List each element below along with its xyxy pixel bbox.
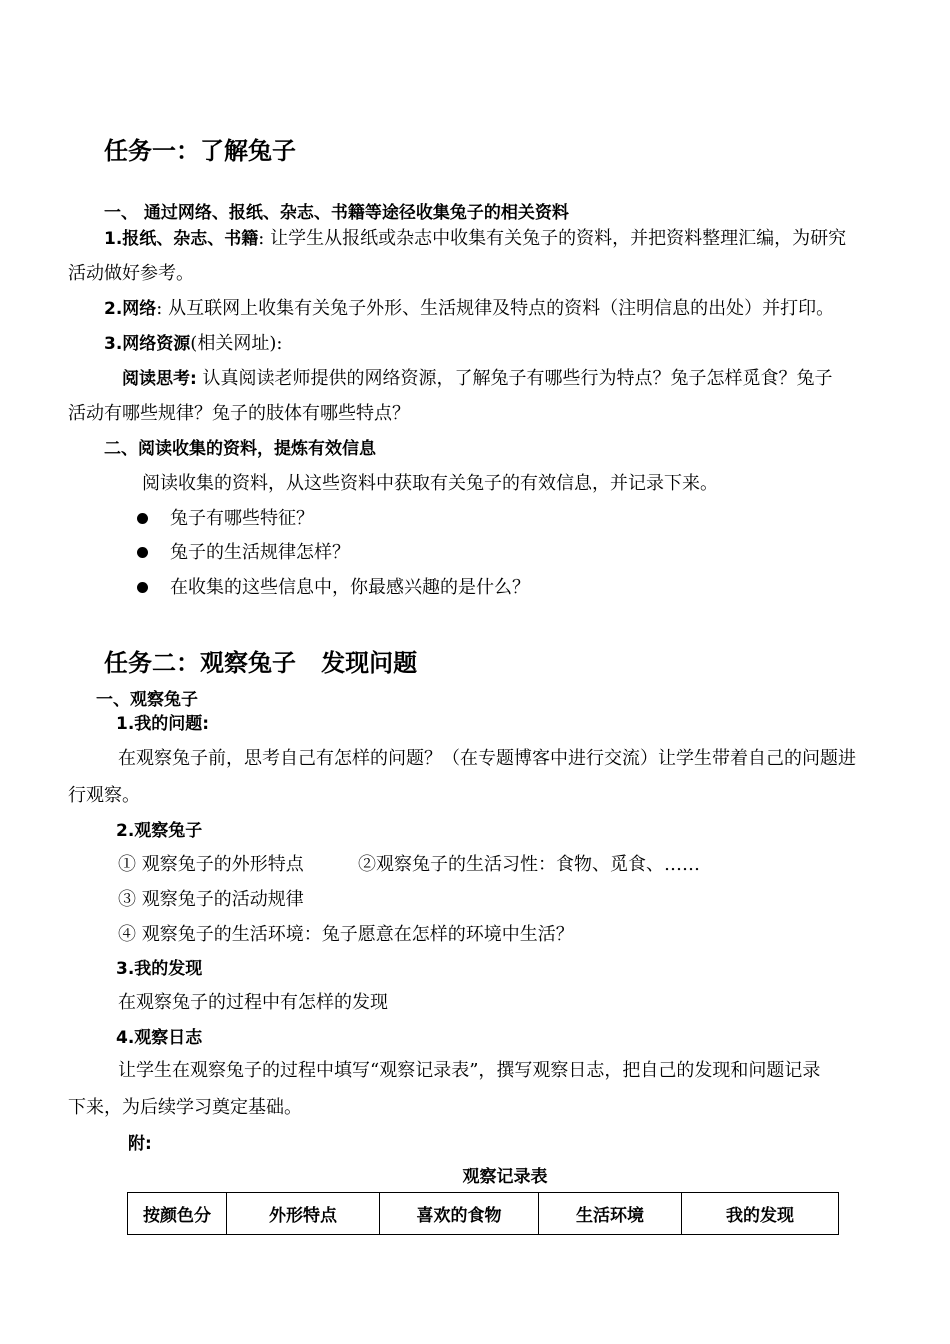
my-question-label: 1.我的问题: — [116, 714, 210, 734]
table-title: 观察记录表 — [462, 1167, 548, 1187]
item3-text: (相关网址): — [190, 333, 283, 354]
observation-log-label: 4.观察日志 — [116, 1028, 203, 1048]
bullet-icon — [137, 547, 148, 558]
bullet-icon — [137, 513, 148, 524]
reading-think-cont: 活动有哪些规律？兔子的肢体有哪些特点？ — [68, 403, 410, 424]
my-findings-text: 在观察兔子的过程中有怎样的发现 — [118, 992, 388, 1013]
task1-section2-text: 阅读收集的资料，从这些资料中获取有关兔子的有效信息，并记录下来。 — [142, 473, 718, 494]
my-question-text: 在观察兔子前，思考自己有怎样的问题？（在专题博客中进行交流）让学生带着自己的问题进 — [118, 748, 856, 769]
item2-text: : 从互联网上收集有关兔子外形、生活规律及特点的资料（注明信息的出处）并打印。 — [156, 298, 835, 319]
table-header-cell: 喜欢的食物 — [380, 1193, 539, 1235]
observation-log-text: 让学生在观察兔子的过程中填写“观察记录表”，撰写观察日志，把自己的发现和问题记录 — [118, 1060, 821, 1081]
task1-item1 — [104, 227, 846, 251]
reading-label: 阅读思考: — [122, 369, 197, 389]
item1-text: : 让学生从报纸或杂志中收集有关兔子的资料，并把资料整理汇编，为研究 — [258, 228, 847, 249]
reading-text: 认真阅读老师提供的网络资源，了解兔子有哪些行为特点？兔子怎样觅食？兔子 — [196, 368, 833, 389]
my-findings-label: 3.我的发现 — [116, 959, 203, 979]
task2-section1-heading: 一、观察兔子 — [96, 690, 198, 710]
table-header-cell: 生活环境 — [539, 1193, 682, 1235]
bullet-icon — [137, 582, 148, 593]
table-header-row — [128, 1193, 839, 1235]
task1-item2 — [104, 297, 834, 321]
reading-think — [122, 367, 833, 391]
task1-title: 任务一：了解兔子 — [104, 137, 296, 165]
bullet-item: 兔子有哪些特征？ — [170, 508, 314, 529]
item3-label: 3.网络资源 — [104, 334, 191, 354]
observation-log-text-cont: 下来，为后续学习奠定基础。 — [68, 1097, 302, 1118]
bullet-item: 在收集的这些信息中，你最感兴趣的是什么？ — [170, 577, 530, 598]
observe-item-2: ②观察兔子的生活习性：食物、觅食、…… — [358, 854, 700, 875]
task1-section1-heading: 一、 通过网络、报纸、杂志、书籍等途径收集兔子的相关资料 — [104, 203, 569, 223]
task2-title: 任务二：观察兔子 发现问题 — [104, 649, 418, 677]
appendix-label: 附: — [128, 1134, 152, 1154]
table-header-cell: 外形特点 — [227, 1193, 380, 1235]
table-header-cell: 我的发现 — [682, 1193, 839, 1235]
observe-item-1: ① 观察兔子的外形特点 — [118, 854, 304, 875]
task1-item1-cont: 活动做好参考。 — [68, 263, 194, 284]
task1-section2-heading: 二、阅读收集的资料，提炼有效信息 — [104, 439, 376, 459]
table-header-cell: 按颜色分 — [128, 1193, 227, 1235]
item1-label: 1.报纸、杂志、书籍 — [104, 229, 259, 249]
item2-label: 2.网络 — [104, 299, 157, 319]
observe-label: 2.观察兔子 — [116, 821, 203, 841]
observe-item-4: ④ 观察兔子的生活环境：兔子愿意在怎样的环境中生活？ — [118, 924, 574, 945]
task1-item3 — [104, 332, 282, 356]
bullet-item: 兔子的生活规律怎样？ — [170, 542, 350, 563]
my-question-text-cont: 行观察。 — [68, 785, 140, 806]
observe-item-3: ③ 观察兔子的活动规律 — [118, 889, 304, 910]
observation-record-table — [127, 1192, 839, 1235]
